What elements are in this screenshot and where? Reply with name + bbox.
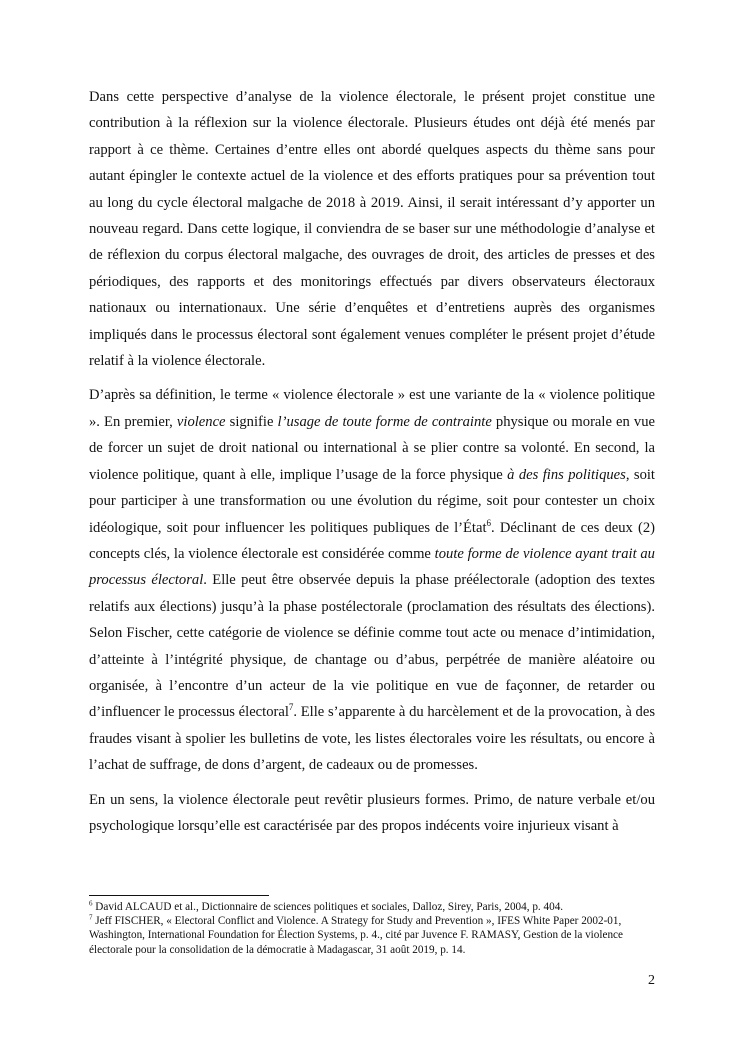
italic-text: toute forme de violence ayant trait au processus électoral bbox=[89, 545, 655, 589]
text-run: D’après sa définition, le terme « violence électorale » est une variante de la « violence politique ». En premier, bbox=[89, 387, 655, 430]
footnote-number: 6 bbox=[89, 899, 93, 908]
footnote-number: 7 bbox=[89, 913, 93, 922]
italic-text: à des fins politiques bbox=[507, 466, 626, 483]
footnote-separator bbox=[89, 895, 269, 896]
footnote-text: Jeff FISCHER, « Electoral Conflict and Violence. A Strategy for Study and Prevention », IFES White Paper 2002-01, Washington, International Foundation for Élection Systems, p. 4., cité par Juvence F. RAMASY, Gestion de la violence électorale pour la consolidation de la démocratie à Madagascar, 31 août 2019, p. 14. bbox=[89, 915, 623, 956]
text-run: physique ou morale en vue de forcer un sujet de droit national ou international à se plier contre sa volonté. En second, la violence politique, quant à elle, implique l’usage de la force physique bbox=[89, 413, 655, 483]
text-run: Dans cette perspective d’analyse de la violence électorale, le présent projet constitue une contribution à la réflexion sur la violence électorale. Plusieurs études ont déjà été menés par rapport à ce thème. Certaines d’entre elles ont abordé quelques aspects du thème sans pour autant épingler le contexte actuel de la violence et des efforts pratiques pour sa prévention tout au long du cycle électoral malgache de 2018 à 2019. Ainsi, il serait intéressant d’y apporter un nouveau regard. Dans cette logique, il conviendra de se baser sur une méthodologie d’analyse et de réflexion du corpus électoral malgache, des ouvrages de droit, des articles de presses et des périodiques, des rapports et des monitorings effectués par divers observateurs électoraux nationaux ou internationaux. Une série d’enquêtes et d’entretiens auprès des organismes impliqués dans le processus électoral sont également venues compléter le présent projet d’étude relatif à la violence électorale. bbox=[89, 89, 655, 370]
text-run: . Déclinant de ces deux (2) concepts clés, la violence électorale est considérée comme bbox=[89, 519, 655, 562]
text-run: signifie bbox=[225, 413, 278, 430]
text-run: , soit pour participer à une transformation ou une évolution du régime, soit pour contester un choix idéologique, soit pour influencer les politiques publiques de l’État bbox=[89, 466, 655, 536]
text-run: En un sens, la violence électorale peut revêtir plusieurs formes. Primo, de nature verbale et/ou psychologique lorsqu’elle est caractérisée par des propos indécents voire injurieux visant à bbox=[89, 791, 655, 834]
italic-text: l’usage de toute forme de contrainte bbox=[277, 413, 492, 430]
footnote-text: David ALCAUD et al., Dictionnaire de sciences politiques et sociales, Dalloz, Sirey, Paris, 2004, p. 404. bbox=[95, 901, 564, 913]
italic-text: violence bbox=[176, 413, 226, 430]
paragraph bbox=[89, 84, 655, 374]
paragraph bbox=[89, 787, 655, 840]
text-run: . Elle peut être observée depuis la phase préélectorale (adoption des textes relatifs aux élections) jusqu’à la phase postélectorale (proclamation des résultats des élections). Selon Fischer, cette catégorie de violence se définie comme tout acte ou menace d’intimidation, d’atteinte à l’intégrité physique, de chantage ou d’abus, perpétrée de manière aléatoire ou organisée, à l’encontre d’un acteur de la vie politique en vue de façonner, de retarder ou d’influencer le processus électoral bbox=[89, 572, 655, 721]
body-text bbox=[89, 84, 655, 847]
footnote bbox=[89, 914, 655, 957]
footnote-ref: 7 bbox=[288, 702, 294, 713]
footnote bbox=[89, 900, 655, 914]
page-number: 2 bbox=[648, 973, 655, 988]
footnotes bbox=[89, 895, 655, 957]
footnote-ref: 6 bbox=[486, 517, 492, 528]
paragraph bbox=[89, 382, 655, 778]
text-run: . Elle s’apparente à du harcèlement et de la provocation, à des fraudes visant à spolier les bulletins de vote, les listes électorales voire les résultats, ou encore à l’achat de suffrage, de dons d’argent, de cadeaux ou de promesses. bbox=[89, 704, 655, 774]
